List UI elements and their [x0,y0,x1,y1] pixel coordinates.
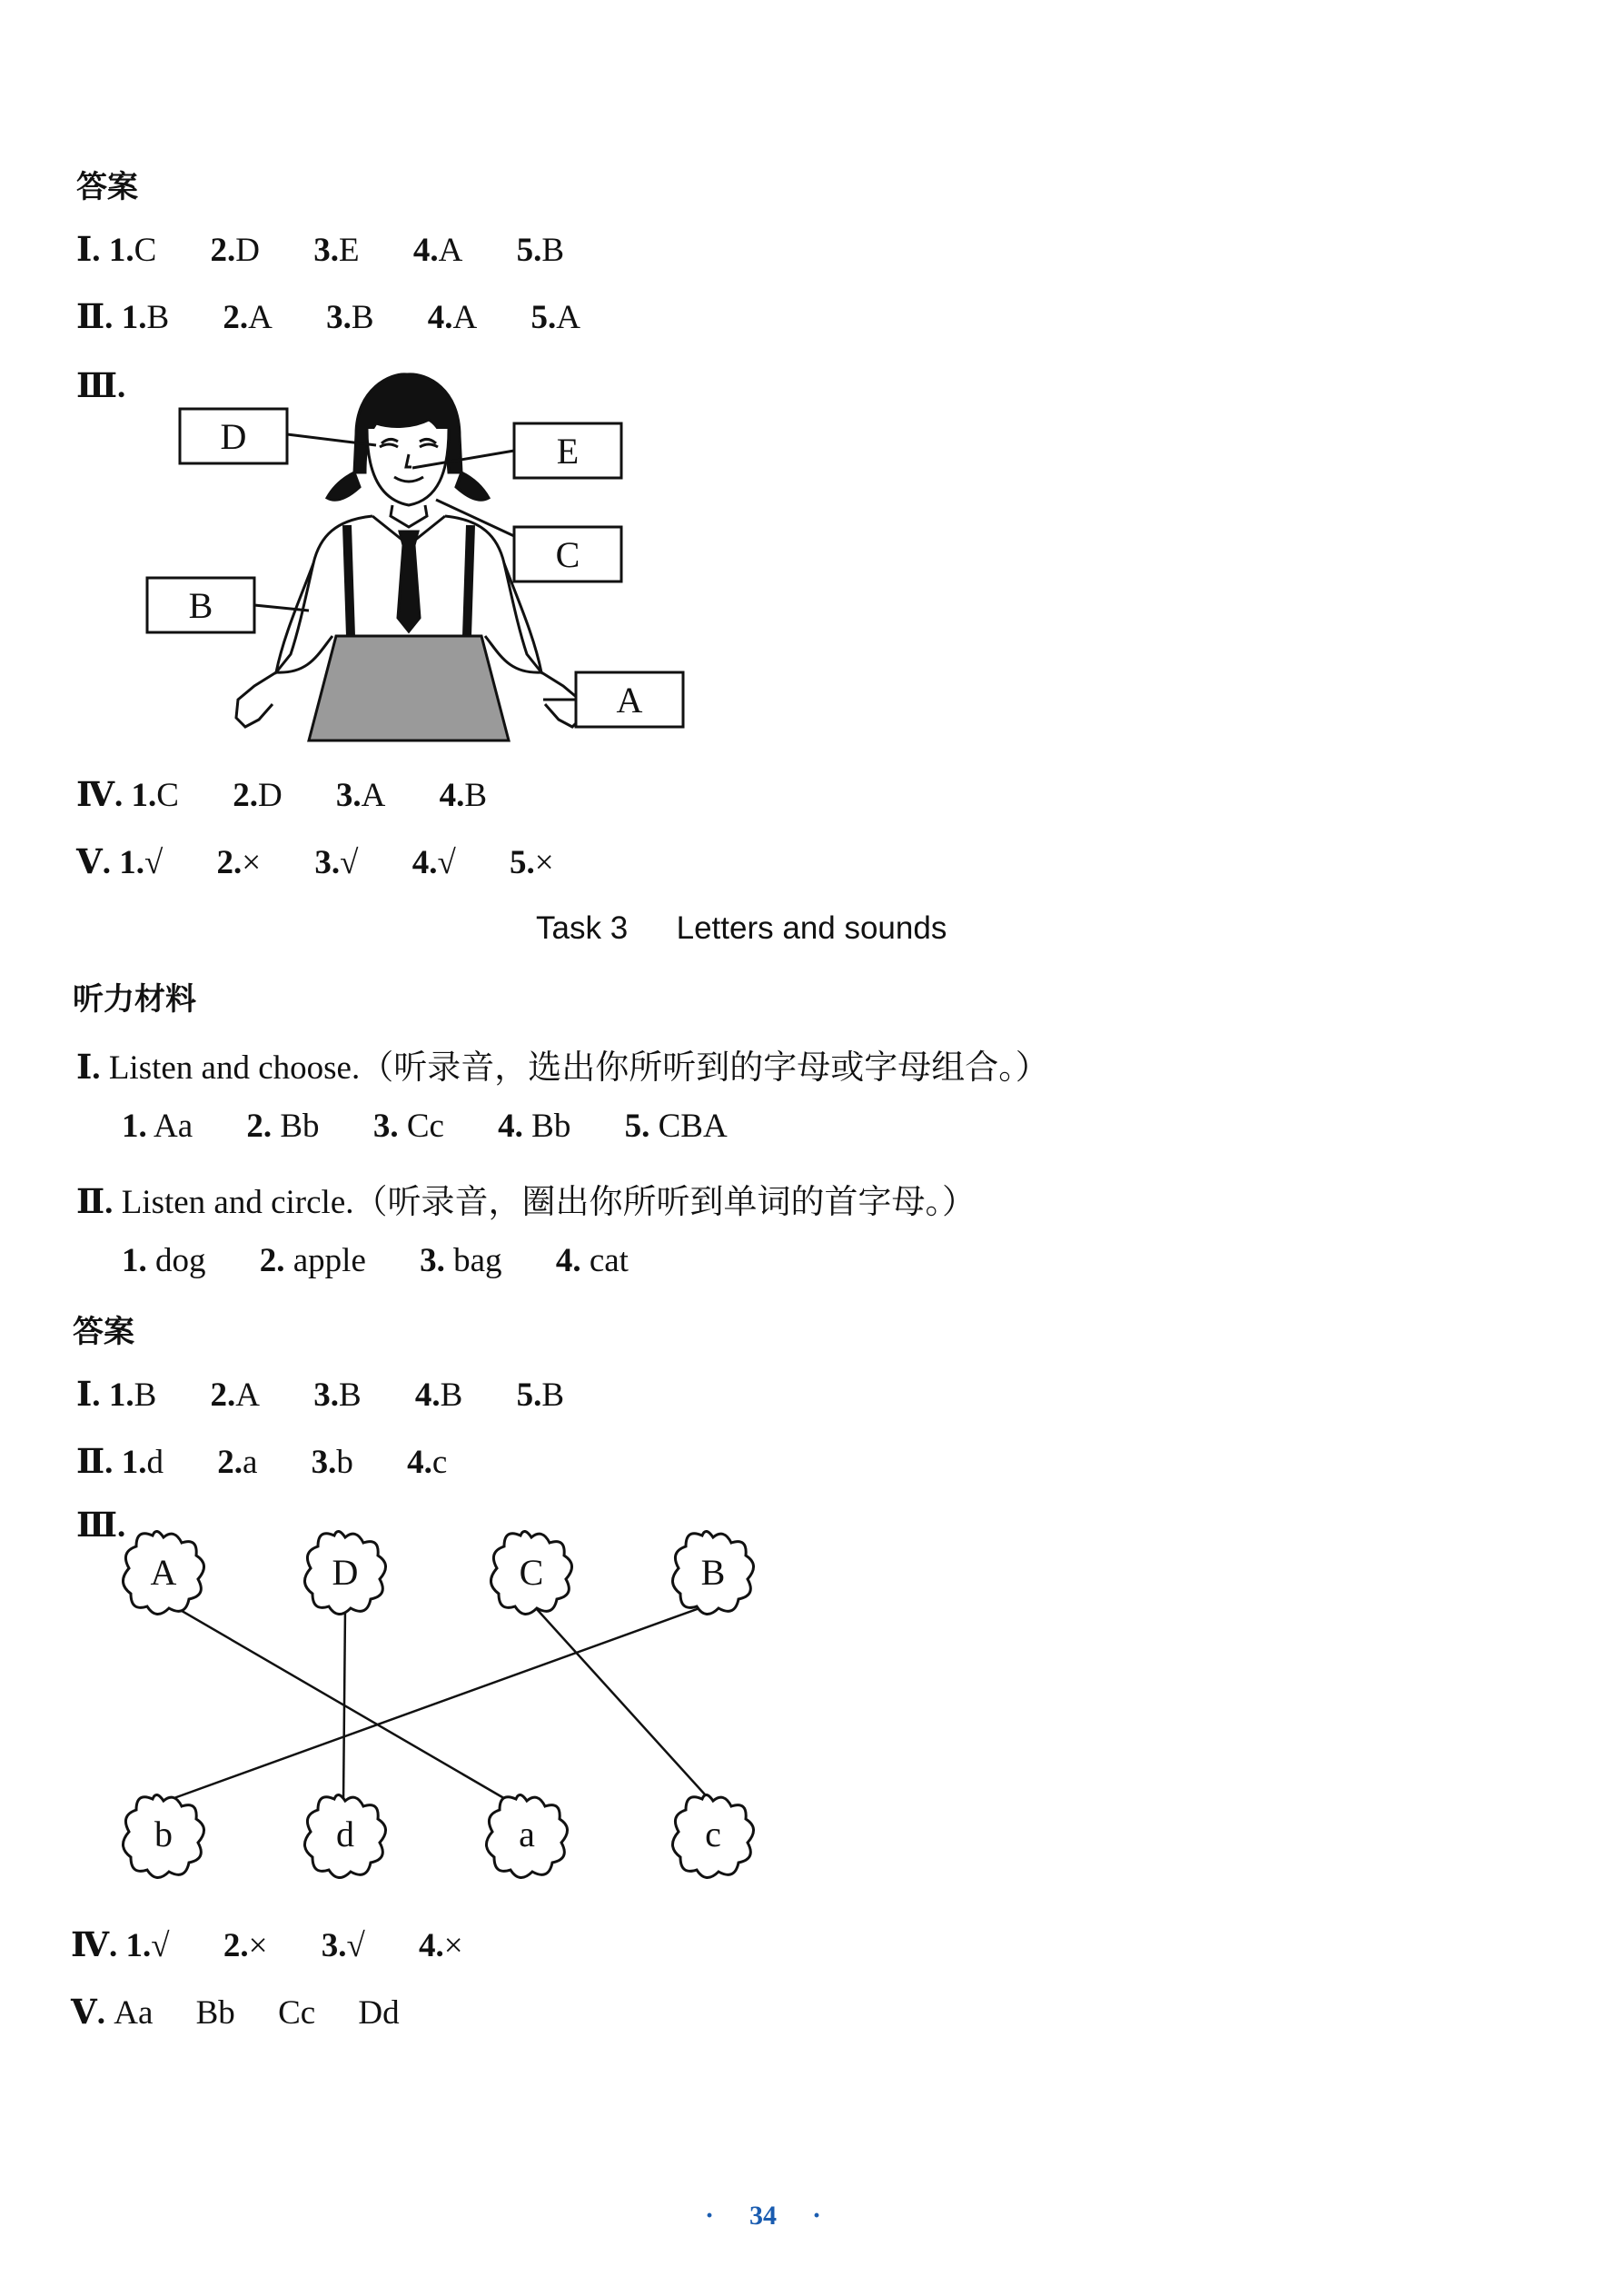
label-box-c: C [555,534,580,575]
answer-2-q1: Ⅰ. 1.B 2.A 3.B 4.B 5.B [76,1377,565,1414]
task-title [536,910,947,947]
task-label: Task 3 [536,910,629,946]
task-name: Letters and sounds [676,910,947,946]
label-box-a: A [616,680,643,721]
flower-top-letter-3: C [519,1552,544,1593]
girl-body-parts-diagram [136,363,699,745]
listening-p2-items: 1. dog 2. apple 3. bag 4. cat [122,1242,629,1279]
listening-p1-items: 1. Aa 2. Bb 3. Cc 4. Bb 5. CBA [122,1108,728,1145]
answer-2-q4: Ⅳ. 1.√ 2.× 3.√ 4.× [71,1927,463,1964]
answer-1-q3-numeral: Ⅲ. [76,368,126,405]
answer-heading-1: 答案 [76,169,138,205]
flower-bottom-letter-1: b [154,1814,173,1854]
flower-bottom-letter-2: d [336,1814,354,1854]
answer-2-q5: Ⅴ. Aa Bb Cc Dd [71,1994,400,2032]
flower-bottom-letter-4: c [705,1814,721,1854]
dot-icon: · [705,2201,715,2231]
label-box-e: E [556,431,580,472]
answer-2-q2: Ⅱ. 1.d 2.a 3.b 4.c [76,1444,448,1481]
listening-p2-instruction: Ⅱ. Listen and circle.（听录音，圈出你所听到单词的首字母。） [76,1184,976,1221]
dot-icon: · [812,2201,822,2231]
flower-top-letter-2: D [332,1552,359,1593]
answer-1-q5: Ⅴ. 1.√ 2.× 3.√ 4.√ 5.× [76,844,554,881]
answer-heading-2: 答案 [73,1314,134,1350]
flower-top-letter-1: A [150,1552,177,1593]
listening-p1-instruction: Ⅰ. Listen and choose.（听录音，选出你所听到的字母或字母组合。） [76,1049,1049,1087]
label-box-d: D [220,416,247,457]
answer-1-q2: Ⅱ. 1.B 2.A 3.B 4.A 5.A [76,299,581,336]
flower-top-letter-4: B [700,1552,726,1593]
flower-bottom-letter-3: a [519,1814,535,1854]
roman-numeral: Ⅰ. [76,232,101,269]
flower-matching-diagram [91,1508,781,1890]
label-box-b: B [188,585,213,626]
answer-1-q4: Ⅳ. 1.C 2.D 3.A 4.B [76,777,488,814]
page-number: · 34 · [705,2201,822,2231]
listening-heading: 听力材料 [73,981,196,1018]
answer-1-q1: Ⅰ. 1.C 2.D 3.E 4.A 5.B [76,232,565,269]
answer-2-q3-numeral: Ⅲ. [76,1507,126,1545]
